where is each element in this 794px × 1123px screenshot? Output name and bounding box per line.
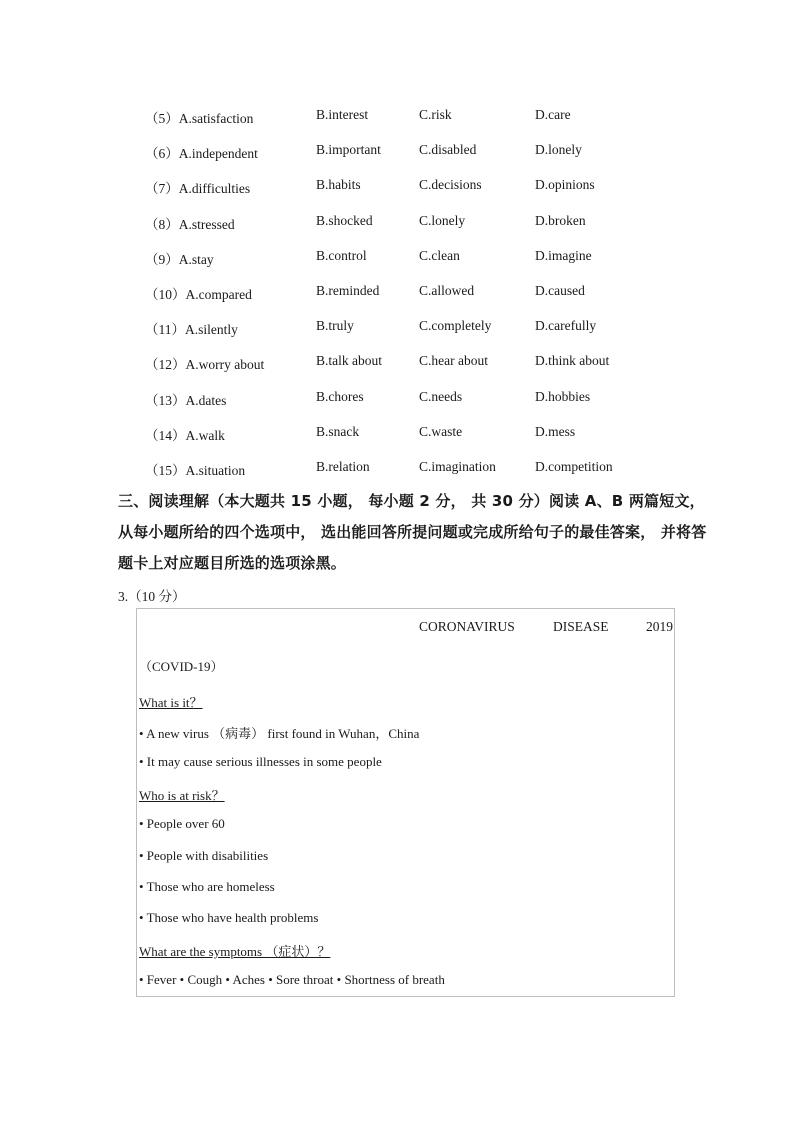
option-row — [0, 353, 794, 373]
bullet-line: • Those who are homeless — [139, 879, 275, 894]
option-a-text: A.difficulties — [178, 181, 251, 197]
question-item-number: （13） — [145, 392, 186, 408]
option-b: B.snack — [316, 423, 360, 439]
option-c: C.waste — [419, 423, 463, 439]
option-row — [0, 142, 794, 162]
option-a-text: A.worry about — [185, 357, 265, 373]
option-row — [0, 248, 794, 268]
option-row — [0, 283, 794, 303]
option-d: D.think about — [535, 353, 610, 369]
option-b: B.relation — [316, 459, 370, 474]
option-d: D.hobbies — [535, 388, 591, 404]
option-a-text: A.stay — [178, 251, 214, 267]
question-item-number: （11） — [145, 322, 185, 338]
option-c: C.completely — [419, 318, 492, 334]
option-a-text: A.compared — [185, 287, 252, 302]
option-d: D.carefully — [535, 318, 597, 334]
section-heading-line-1: 三、阅读理解（本大题共 15 小题， 每小题 2 分， 共 30 分）阅读 A、B 两篇短文， — [118, 492, 705, 510]
option-a — [145, 248, 214, 268]
bullet-line: • People with disabilities — [139, 848, 269, 863]
option-b: B.shocked — [316, 212, 373, 228]
option-c: C.allowed — [419, 283, 475, 298]
option-a — [145, 177, 250, 197]
option-row — [0, 107, 794, 127]
option-row — [0, 177, 794, 197]
option-b: B.chores — [316, 388, 364, 404]
option-a — [145, 213, 235, 233]
option-a — [145, 353, 264, 373]
option-a-text: A.silently — [185, 322, 238, 338]
question-number: 3.（10 分） — [118, 589, 186, 604]
option-a-text: A.situation — [185, 463, 246, 478]
option-a — [145, 389, 226, 409]
question-item-number: （8） — [145, 216, 179, 232]
option-b: B.habits — [316, 177, 361, 193]
question-item-number: （12） — [145, 357, 186, 373]
option-a — [145, 107, 253, 127]
option-a — [145, 142, 258, 162]
bullet-line: • Fever • Cough • Aches • Sore throat • Shortness of breath — [139, 972, 445, 987]
bullet-line: • Those who have health problems — [139, 910, 319, 925]
option-d: D.care — [535, 107, 571, 122]
section-heading-line-3: 题卡上对应题目所选的选项涂黑。 — [118, 554, 347, 572]
passage-title-word-1: CORONAVIRUS — [419, 619, 515, 634]
passage-title-word-3: 2019 — [646, 619, 673, 634]
option-c: C.risk — [419, 107, 452, 122]
question-item-number: （9） — [145, 251, 179, 267]
section-heading-line-2: 从每小题所给的四个选项中， 选出能回答所提问题或完成所给句子的最佳答案， 并将答 — [118, 523, 707, 541]
bullet-line: • A new virus （病毒） first found in Wuhan，China — [139, 726, 420, 741]
option-c: C.lonely — [419, 212, 466, 228]
option-b: B.truly — [316, 318, 354, 334]
option-c: C.needs — [419, 388, 463, 404]
option-d: D.opinions — [535, 177, 595, 193]
option-d: D.competition — [535, 459, 613, 474]
question-item-number: （10） — [145, 287, 186, 302]
question-item-number: （15） — [145, 463, 186, 478]
option-c: C.disabled — [419, 142, 477, 158]
option-a-text: A.satisfaction — [178, 111, 254, 126]
passage-subtitle: （COVID-19） — [139, 659, 224, 674]
reading-passage-box — [136, 608, 675, 997]
option-d: D.mess — [535, 423, 576, 439]
heading-symptoms: What are the symptoms （症状）？ — [139, 944, 331, 959]
option-a — [145, 459, 245, 479]
question-item-number: （7） — [145, 181, 179, 197]
option-b: B.important — [316, 142, 381, 158]
bullet-line: • People over 60 — [139, 816, 225, 831]
option-c: C.imagination — [419, 459, 496, 474]
option-c: C.decisions — [419, 177, 482, 193]
question-item-number: （6） — [145, 146, 179, 162]
option-d: D.caused — [535, 283, 585, 298]
option-b: B.reminded — [316, 283, 380, 298]
option-a — [145, 318, 238, 338]
option-c: C.clean — [419, 247, 460, 263]
option-c: C.hear about — [419, 353, 488, 369]
heading-who-is-at-risk: Who is at risk？ — [139, 788, 225, 803]
bullet-line: • It may cause serious illnesses in some people — [139, 754, 382, 769]
option-row — [0, 213, 794, 233]
option-row — [0, 424, 794, 444]
option-a-text: A.walk — [185, 427, 225, 443]
option-d: D.broken — [535, 212, 586, 228]
option-b: B.control — [316, 247, 367, 263]
option-d: D.imagine — [535, 247, 592, 263]
option-a — [145, 283, 252, 303]
heading-what-is-it: What is it？ — [139, 695, 203, 710]
option-a-text: A.dates — [185, 392, 227, 408]
option-a-text: A.independent — [178, 146, 258, 162]
option-b: B.talk about — [316, 353, 382, 369]
passage-title-word-2: DISEASE — [553, 619, 609, 634]
option-a-text: A.stressed — [178, 216, 235, 232]
option-a — [145, 424, 225, 444]
question-item-number: （5） — [145, 111, 179, 126]
option-row — [0, 318, 794, 338]
option-row — [0, 389, 794, 409]
option-b: B.interest — [316, 107, 369, 122]
question-item-number: （14） — [145, 427, 186, 443]
option-d: D.lonely — [535, 142, 582, 158]
option-row — [0, 459, 794, 479]
